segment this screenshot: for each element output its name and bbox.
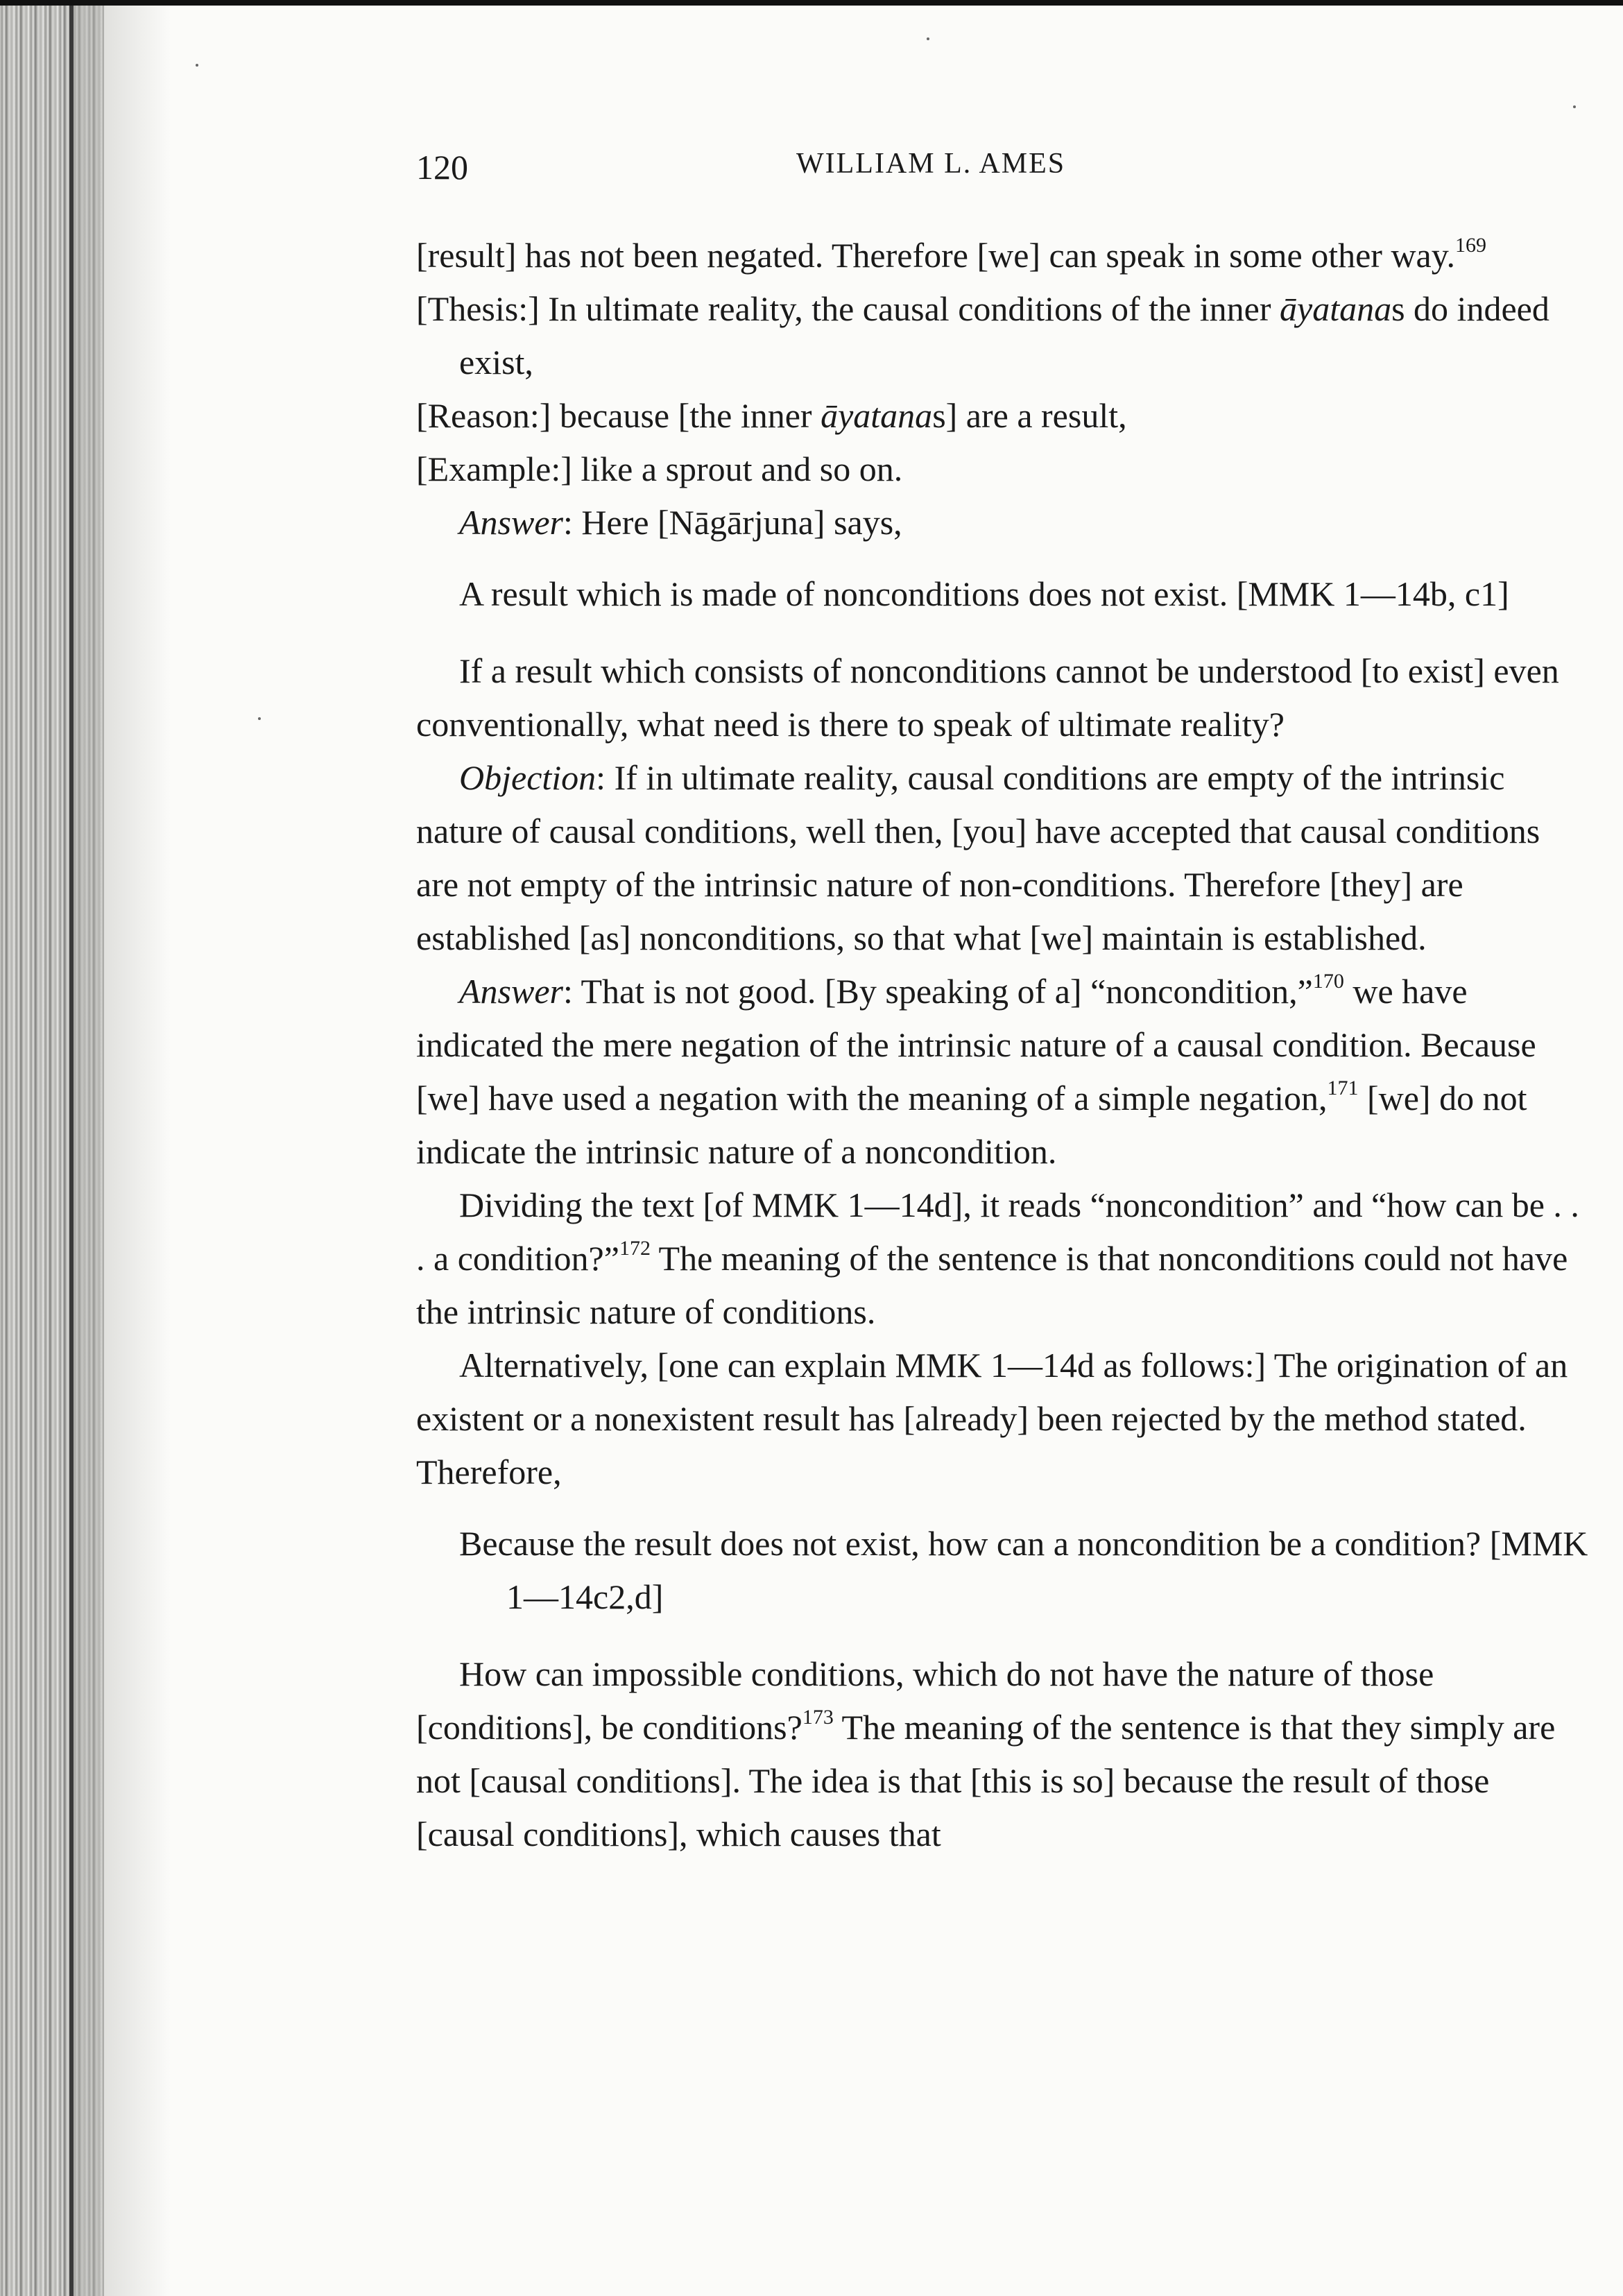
term-ayatana: āyatana	[1280, 289, 1392, 328]
scan-speck	[927, 37, 929, 40]
answer-paragraph: Answer: Here [Nāgārjuna] says,	[459, 503, 902, 542]
term-ayatana: āyatana	[821, 396, 933, 435]
example-line: [Example:] like a sprout and so on.	[416, 449, 903, 488]
footnote-ref: 170	[1312, 970, 1344, 993]
page-body	[416, 229, 1588, 1861]
objection-label: Objection	[459, 758, 596, 797]
paragraph: How can impossible conditions, which do not have the nature of those [conditions], be conditions?$^{173}$ The meaning of the sentence is that they simply are not [causal conditions]. The idea is that [this is so] because the result of those [causal conditions], which causes that	[416, 1654, 1556, 1853]
scan-speck	[1573, 105, 1576, 108]
gutter-shadow	[74, 6, 171, 2296]
answer-paragraph: Answer: That is not good. [By speaking of a] “noncondition,”$^{170}$ we have indicated the mere negation of the intrinsic nature of a causal condition. Because [we] have used a negation with the meaning of a simple negation,$^{171}$ [we] do not indicate the intrinsic nature of a noncondition.	[416, 970, 1536, 1171]
footnote-ref: 172	[619, 1237, 651, 1260]
paragraph-continued: [result] has not been negated. Therefore [we] can speak in some other way.$^{169}$	[416, 234, 1486, 275]
scan-speck	[196, 64, 198, 67]
paragraph: Alternatively, [one can explain MMK 1—14d as follows:] The origination of an existent or a nonexistent result has [already] been rejected by the method stated. Therefore,	[416, 1346, 1568, 1491]
paragraph: Dividing the text [of MMK 1—14d], it reads “noncondition” and “how can be . . . a condition?”$^{172}$ The meaning of the sentence is that nonconditions could not have the intrinsic nature of conditions.	[416, 1185, 1579, 1331]
verse-quote: A result which is made of nonconditions does not exist. [MMK 1—14b, c1]	[459, 574, 1509, 613]
page-number: 120	[416, 148, 468, 187]
answer-label: Answer	[459, 503, 563, 542]
footnote-ref: 173	[802, 1706, 834, 1729]
top-edge-shadow	[0, 0, 1623, 6]
answer-label: Answer	[459, 972, 563, 1011]
paragraph: If a result which consists of nonconditions cannot be understood [to exist] even conventionally, what need is there to speak of ultimate reality?	[416, 651, 1559, 744]
footnote-ref: 171	[1327, 1077, 1359, 1099]
binding-edge-line	[69, 6, 74, 2296]
reason-line: [Reason:] because [the inner āyatanas] are a result,	[416, 396, 1127, 435]
objection-paragraph: Objection: If in ultimate reality, causal conditions are empty of the intrinsic nature of causal conditions, well then, [you] have accepted that causal conditions are not empty of the intrinsic nature of non-conditions. Therefore [they] are established [as] nonconditions, so that what [we] maintain is established.	[416, 758, 1540, 957]
verse-quote: Because the result does not exist, how can a noncondition be a condition? [MMK 1—14c2,d]	[459, 1524, 1588, 1616]
scan-speck	[258, 717, 261, 720]
running-head: WILLIAM L. AMES	[796, 148, 1066, 180]
footnote-ref: 169	[1455, 234, 1486, 257]
thesis-line: [Thesis:] In ultimate reality, the causal conditions of the inner āyatanas do indeed exist,	[416, 289, 1549, 382]
